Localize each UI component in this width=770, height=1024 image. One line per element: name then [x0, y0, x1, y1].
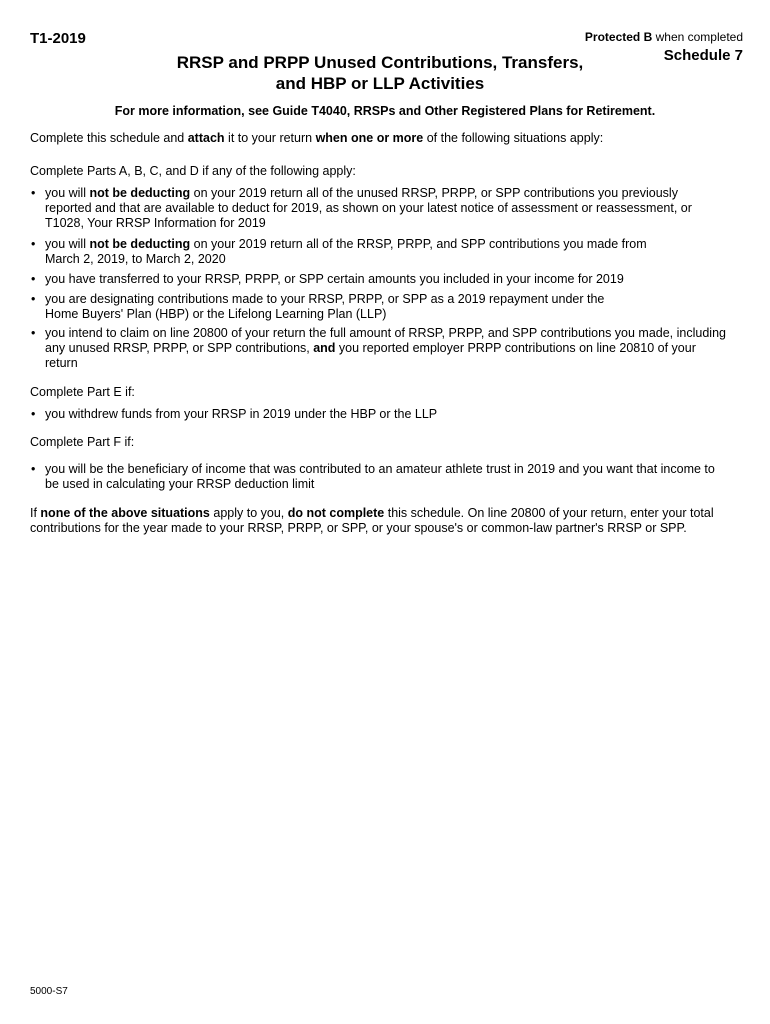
list-bold: not be deducting — [89, 237, 191, 251]
list-text: T1028, Your RRSP Information for 2019 — [45, 216, 266, 230]
list-text: any unused RRSP, PRPP, or SPP contributions, — [45, 341, 314, 355]
list-text: on your 2019 return all of the RRSP, PRPP, and SPP contributions you made from — [190, 237, 647, 251]
closing-paragraph — [30, 506, 742, 536]
list-text: you will — [45, 237, 90, 251]
page-title — [130, 52, 630, 94]
part-f-list — [30, 462, 742, 492]
closing-text: this schedule. On line 20800 of your return, enter your total — [384, 506, 714, 520]
list-text: • you withdrew funds from your RRSP in 2019 under the HBP or the LLP — [45, 407, 438, 421]
list-item — [30, 326, 742, 371]
parts-abcd-heading: Complete Parts A, B, C, and D if any of the following apply: — [30, 164, 356, 178]
closing-text: apply to you, — [209, 506, 288, 520]
closing-bold: do not complete — [287, 506, 385, 520]
list-item — [30, 272, 742, 287]
title-line-2: and HBP or LLP Activities — [275, 74, 485, 93]
closing-text: contributions for the year made to your RRSP, PRPP, or SPP, or your spouse's or common-law partner's RRSP or SPP. — [30, 521, 687, 535]
intro-text-1: Complete this schedule and — [30, 131, 188, 145]
list-text: you reported employer PRPP contributions on line 20810 of your — [335, 341, 696, 355]
list-bold: and — [313, 341, 336, 355]
list-bold: not be deducting — [89, 186, 191, 200]
part-f-heading: Complete Part F if: — [30, 435, 135, 449]
intro-text-2: it to your return — [224, 131, 316, 145]
list-text: • you have transferred to your RRSP, PRPP, or SPP certain amounts you included in your income for 2019 — [45, 272, 624, 286]
part-e-list — [30, 407, 742, 422]
list-text: return — [45, 356, 78, 370]
list-text: • you will be the beneficiary of income that was contributed to an amateur athlete trust in 2019 and you want that income to — [45, 462, 715, 476]
closing-bold: none of the above situations — [40, 506, 210, 520]
intro-bold-2: when one or more — [315, 131, 424, 145]
form-code: 5000-S7 — [30, 986, 68, 997]
parts-abcd-list — [30, 186, 742, 231]
closing-text: If — [30, 506, 41, 520]
list-text: you will — [45, 186, 90, 200]
protected-note: when completed — [655, 30, 743, 44]
list-item — [30, 237, 742, 267]
list-item — [30, 462, 742, 492]
list-text: on your 2019 return all of the unused RRSP, PRPP, or SPP contributions you previously — [190, 186, 678, 200]
intro-bold-1: attach — [187, 131, 225, 145]
list-text: • you are designating contributions made to your RRSP, PRPP, or SPP as a 2019 repayment under the — [45, 292, 605, 306]
more-info-line: For more information, see Guide T4040, RRSPs and Other Registered Plans for Retirement. — [114, 104, 656, 118]
list-item — [30, 186, 742, 231]
schedule-label: Schedule 7 — [663, 47, 743, 64]
title-line-1: RRSP and PRPP Unused Contributions, Transfers, — [176, 53, 584, 72]
list-text: be used in calculating your RRSP deduction limit — [45, 477, 315, 491]
parts-abcd-list-4 — [30, 292, 742, 322]
parts-abcd-list-2 — [30, 237, 742, 267]
protected-b: Protected B — [584, 30, 653, 44]
list-text: • you intend to claim on line 20800 of your return the full amount of RRSP, PRPP, and SPP contributions you made, including — [45, 326, 726, 340]
list-text: March 2, 2019, to March 2, 2020 — [45, 252, 226, 266]
parts-abcd-list-3 — [30, 272, 742, 287]
list-text: reported and that are available to deduct for 2019, as shown on your latest notice of assessment or reassessment, or — [45, 201, 692, 215]
intro-text-3: of the following situations apply: — [423, 131, 604, 145]
part-e-heading: Complete Part E if: — [30, 385, 135, 399]
protected-label — [585, 30, 743, 44]
intro-paragraph — [30, 131, 742, 146]
list-text: Home Buyers' Plan (HBP) or the Lifelong Learning Plan (LLP) — [45, 307, 387, 321]
list-item — [30, 407, 742, 422]
list-item — [30, 292, 742, 322]
form-id: T1-2019 — [30, 30, 86, 47]
parts-abcd-list-5 — [30, 326, 742, 371]
